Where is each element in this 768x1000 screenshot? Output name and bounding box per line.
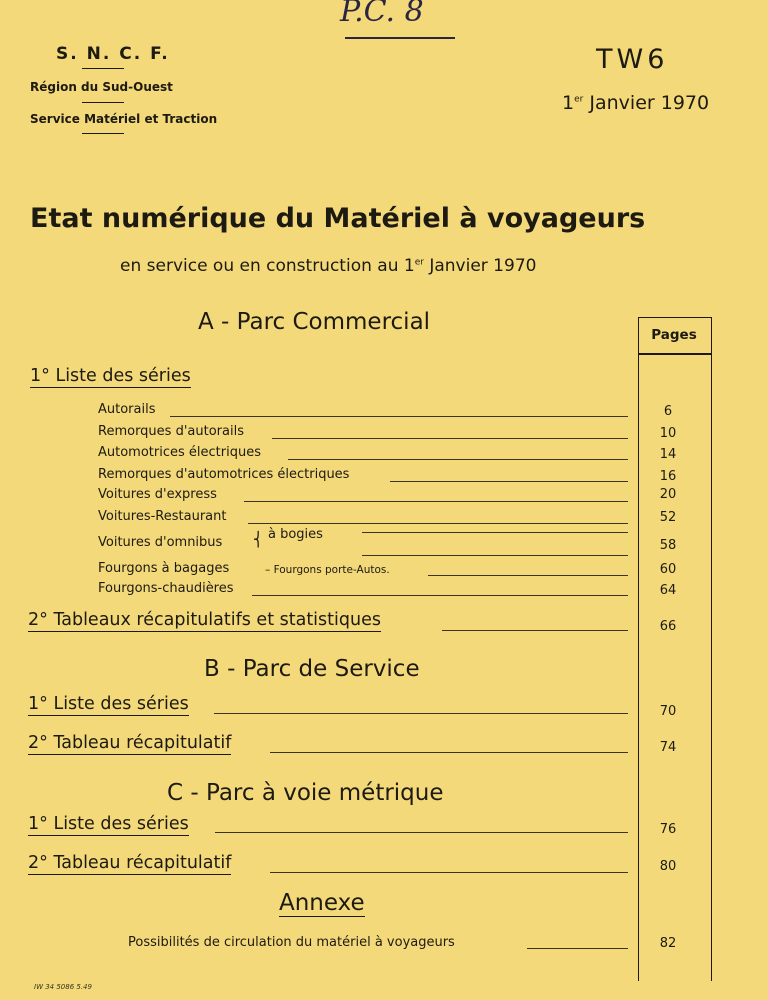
section-b-heading: B - Parc de Service [204,656,420,682]
divider [82,102,124,103]
section-b-table-label: 2° Tableau récapitulatif [28,733,232,753]
leader-line [362,555,628,556]
leader-line [252,595,628,596]
divider [82,133,124,134]
toc-page: 82 [659,936,677,951]
annexe-heading: Annexe [279,890,365,916]
section-c-list-label: 1° Liste des séries [28,814,189,834]
leader-line [442,630,628,631]
section-a-heading: A - Parc Commercial [198,309,431,335]
toc-item: Fourgons à bagages [98,561,230,576]
leader-line [248,523,628,524]
leader-line [170,416,628,417]
brace-glyph: ⎨ [253,532,264,548]
region-name: Région du Sud-Ouest [30,80,173,94]
section-c-table-label: 2° Tableau récapitulatif [28,853,232,873]
toc-item: Remorques d'autorails [98,424,244,439]
toc-page: 80 [659,859,677,874]
handwritten-note: P.C. 8 [340,0,424,29]
leader-line [214,713,628,714]
leader-line [215,832,628,833]
leader-line [428,575,628,576]
toc-item: Autorails [98,402,156,417]
toc-page: 20 [659,487,677,502]
handwritten-underline [345,37,455,39]
pages-header: Pages [651,327,697,343]
toc-page: 10 [659,426,677,441]
toc-page: 58 [659,538,677,553]
leader-line [270,752,628,753]
section-a-list-label: 1° Liste des séries [30,366,191,386]
toc-item: Voitures-Restaurant [98,509,227,524]
toc-page: 52 [659,510,677,525]
leader-line [272,438,628,439]
toc-page: 6 [663,404,673,419]
toc-page: 60 [659,562,677,577]
service-name: Service Matériel et Traction [30,112,218,126]
divider [82,68,124,69]
leader-line [527,948,628,949]
toc-page: 66 [659,619,677,634]
toc-item: Voitures d'express [98,487,217,502]
toc-item: Voitures d'omnibus [98,535,223,550]
toc-page: 14 [659,447,677,462]
section-c-heading: C - Parc à voie métrique [167,780,444,806]
leader-line [390,481,628,482]
toc-item: Fourgons-chaudières [98,581,234,596]
toc-page: 74 [659,740,677,755]
leader-line [362,532,628,533]
toc-subitem: – Fourgons porte-Autos. [265,564,390,576]
printer-mark: IW 34 5086 5.49 [34,983,92,991]
section-a-tables-label: 2° Tableaux récapitulatifs et statistiques [28,610,381,630]
toc-item: Remorques d'automotrices électriques [98,467,350,482]
toc-item: Automotrices électriques [98,445,261,460]
document-code: TW6 [596,44,669,75]
page-subtitle: en service ou en construction au 1er Janvier 1970 [120,256,537,276]
toc-page: 76 [659,822,677,837]
pages-header-rule [638,353,711,355]
leader-line [244,501,628,502]
document-date: 1er Janvier 1970 [562,92,710,114]
toc-page: 64 [659,583,677,598]
toc-item: Possibilités de circulation du matériel à voyageurs [128,935,455,950]
toc-subitem: à bogies [268,527,323,542]
page-title: Etat numérique du Matériel à voyageurs [30,203,646,234]
toc-page: 70 [659,704,677,719]
section-b-list-label: 1° Liste des séries [28,694,189,714]
org-name: S. N. C. F. [56,44,170,64]
toc-page: 16 [659,469,677,484]
leader-line [270,872,628,873]
leader-line [288,459,628,460]
